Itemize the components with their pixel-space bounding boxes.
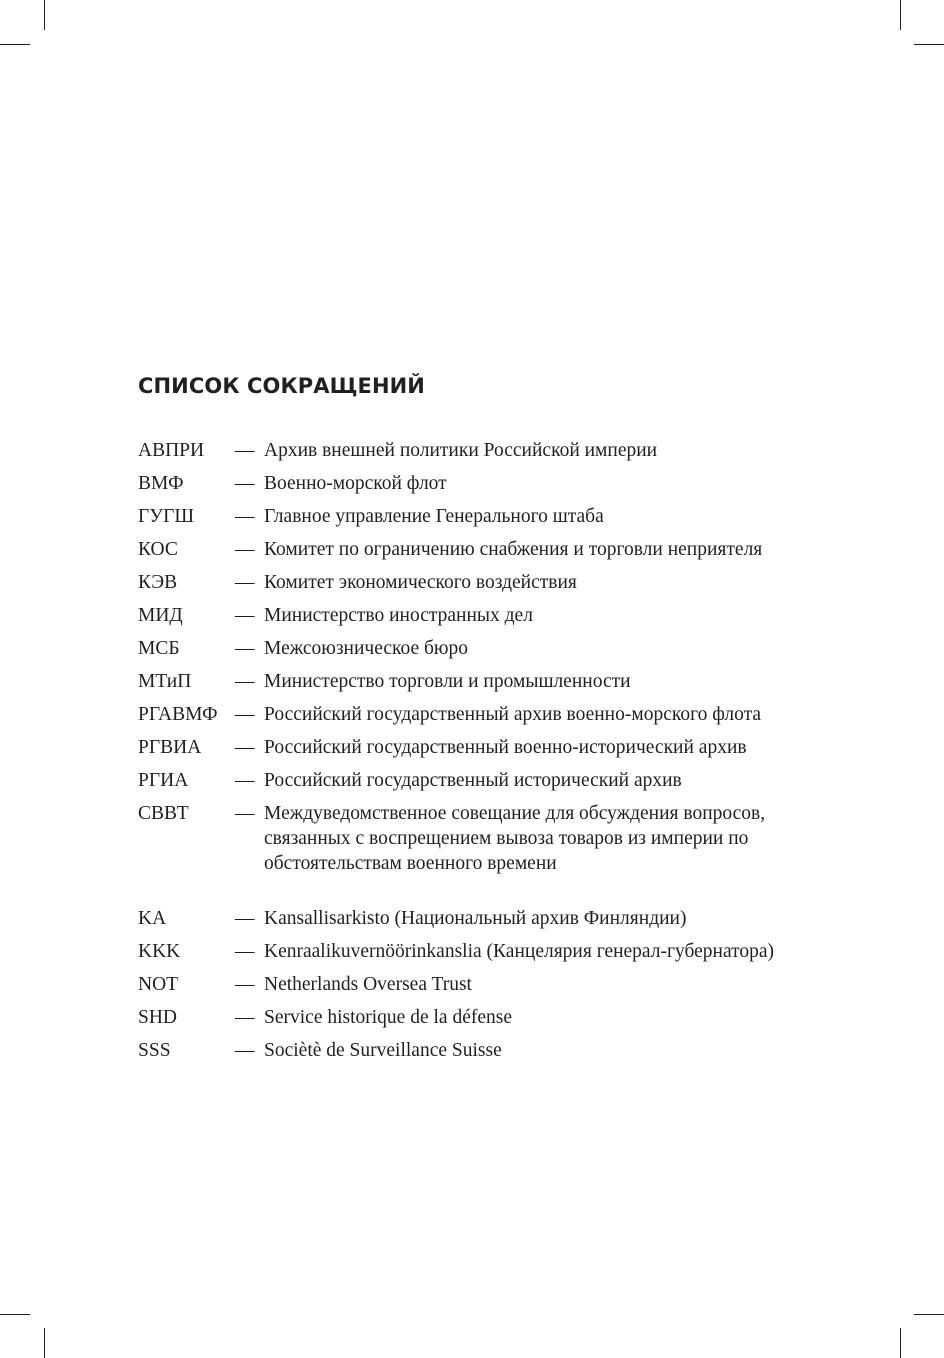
list-item bbox=[138, 939, 828, 964]
abbreviation-description: Межсоюзническое бюро bbox=[264, 638, 468, 659]
abbreviation-description: Sociètè de Surveillance Suisse bbox=[264, 1040, 502, 1061]
list-item bbox=[138, 669, 828, 694]
abbreviation-description: Netherlands Oversea Trust bbox=[264, 974, 472, 995]
abbreviation-description: Kenraalikuvernöörinkanslia (Канцелярия генерал-губернатора) bbox=[264, 941, 775, 962]
em-dash: — bbox=[235, 1040, 255, 1061]
em-dash: — bbox=[235, 572, 255, 593]
em-dash: — bbox=[235, 671, 255, 692]
em-dash: — bbox=[235, 941, 255, 962]
abbreviation: KKK bbox=[138, 941, 181, 962]
list-item bbox=[138, 768, 828, 793]
em-dash: — bbox=[235, 506, 255, 527]
abbreviation: KA bbox=[138, 908, 167, 929]
list-item bbox=[138, 537, 828, 562]
abbreviation: ГУГШ bbox=[138, 506, 195, 527]
em-dash: — bbox=[235, 908, 255, 929]
em-dash: — bbox=[235, 803, 255, 824]
em-dash: — bbox=[235, 638, 255, 659]
list-item bbox=[138, 636, 828, 661]
em-dash: — bbox=[235, 473, 255, 494]
em-dash: — bbox=[235, 974, 255, 995]
abbreviation: КЭВ bbox=[138, 572, 178, 593]
abbreviation-description: Военно-морской флот bbox=[264, 473, 447, 494]
abbreviation-description: Архив внешней политики Российской империи bbox=[264, 440, 658, 461]
abbreviation: РГИА bbox=[138, 770, 189, 791]
abbreviation: АВПРИ bbox=[138, 440, 205, 461]
abbreviation-list bbox=[138, 438, 828, 1071]
list-item bbox=[138, 603, 828, 628]
list-item bbox=[138, 906, 828, 931]
crop-mark bbox=[914, 1314, 944, 1315]
abbreviation-description: Российский государственный военно-исторический архив bbox=[264, 737, 747, 758]
em-dash: — bbox=[235, 704, 255, 725]
abbreviation: МСБ bbox=[138, 638, 180, 659]
abbreviation: ВМФ bbox=[138, 473, 184, 494]
list-item bbox=[138, 801, 828, 876]
em-dash: — bbox=[235, 737, 255, 758]
page-title: СПИСОК СОКРАЩЕНИЙ bbox=[138, 374, 425, 398]
abbreviation-description: Российский государственный архив военно-морского флота bbox=[264, 704, 762, 725]
crop-mark bbox=[0, 44, 30, 45]
abbreviation-description: Комитет по ограничению снабжения и торговли неприятеля bbox=[264, 539, 763, 560]
abbreviation: СВВТ bbox=[138, 803, 189, 824]
list-item bbox=[138, 1038, 828, 1063]
abbreviation-description: Министерство иностранных дел bbox=[264, 605, 533, 626]
em-dash: — bbox=[235, 605, 255, 626]
abbreviation: SHD bbox=[138, 1007, 178, 1028]
em-dash: — bbox=[235, 539, 255, 560]
list-item bbox=[138, 471, 828, 496]
em-dash: — bbox=[235, 440, 255, 461]
crop-mark bbox=[900, 1328, 901, 1358]
abbreviation-description: Междуведомственное совещание для обсуждения вопросов, связанных с воспрещением вывоза товаров из империи по обстоятельствам военного времени bbox=[264, 803, 766, 874]
abbreviation-description: Российский государственный исторический архив bbox=[264, 770, 682, 791]
em-dash: — bbox=[235, 770, 255, 791]
crop-mark bbox=[44, 1328, 45, 1358]
crop-mark bbox=[900, 0, 901, 30]
list-item bbox=[138, 735, 828, 760]
abbreviation-description: Kansallisarkisto (Национальный архив Финляндии) bbox=[264, 908, 687, 929]
list-item bbox=[138, 1005, 828, 1030]
em-dash: — bbox=[235, 1007, 255, 1028]
abbreviation-description: Service historique de la défense bbox=[264, 1007, 512, 1028]
abbreviation-group bbox=[138, 906, 828, 1063]
abbreviation: РГВИА bbox=[138, 737, 202, 758]
abbreviation: РГАВМФ bbox=[138, 704, 218, 725]
list-item bbox=[138, 972, 828, 997]
list-item bbox=[138, 702, 828, 727]
abbreviation-description: Комитет экономического воздействия bbox=[264, 572, 577, 593]
abbreviation-description: Главное управление Генерального штаба bbox=[264, 506, 604, 527]
abbreviation: КОС bbox=[138, 539, 178, 560]
abbreviation-description: Министерство торговли и промышленности bbox=[264, 671, 631, 692]
abbreviation: МИД bbox=[138, 605, 183, 626]
crop-mark bbox=[44, 0, 45, 30]
abbreviation-group bbox=[138, 438, 828, 876]
abbreviation: МТиП bbox=[138, 671, 192, 692]
abbreviation: SSS bbox=[138, 1040, 171, 1061]
list-item bbox=[138, 504, 828, 529]
crop-mark bbox=[0, 1314, 30, 1315]
abbreviation: NOT bbox=[138, 974, 179, 995]
crop-mark bbox=[914, 44, 944, 45]
list-item bbox=[138, 570, 828, 595]
list-item bbox=[138, 438, 828, 463]
